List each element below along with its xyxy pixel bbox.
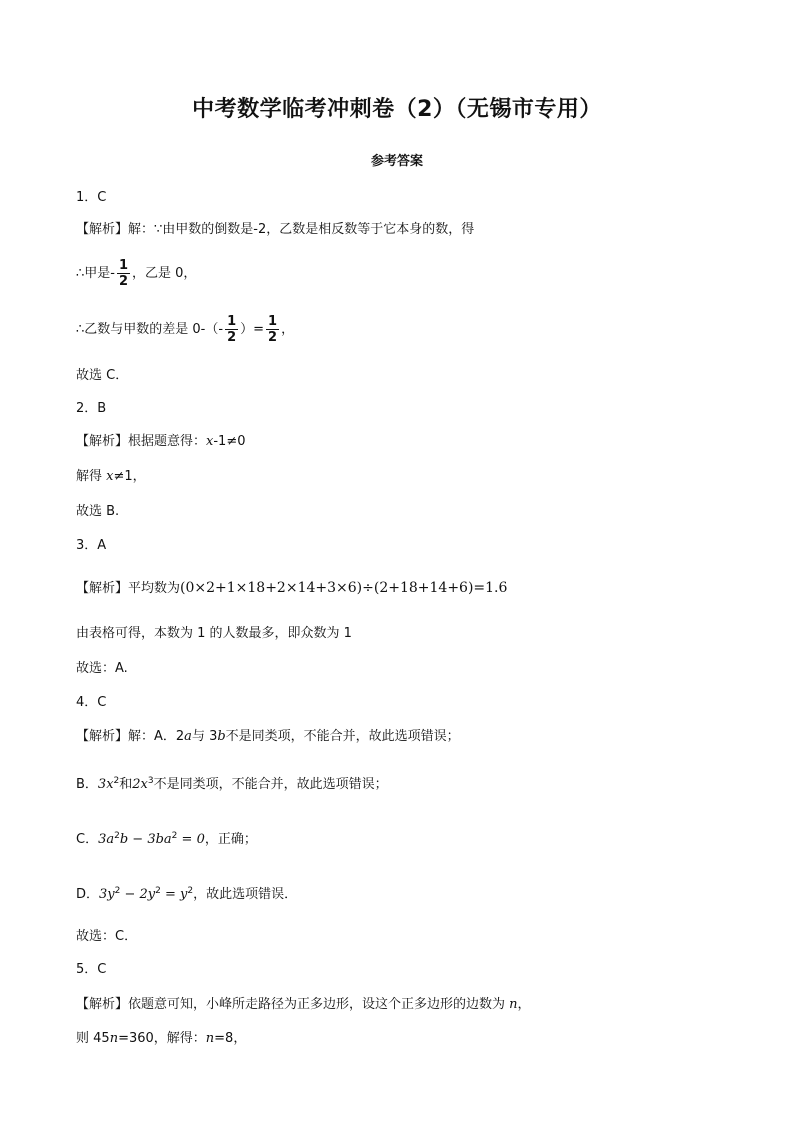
fraction-half: $\frac{1}{2}$	[268, 314, 278, 345]
q3-conclusion: 故选：A.	[76, 661, 128, 676]
q2-conclusion: 故选 B.	[76, 504, 120, 519]
q5-answer: 5．C	[76, 962, 107, 977]
mean-formula: (0×2+1×18+2×14+3×6)÷(2+18+14+6)=1.6	[180, 580, 508, 596]
answer-key-heading: 参考答案	[370, 154, 423, 169]
q4-option-b: B．$3x^2$和$2x^3$不是同类项，不能合并，故此选项错误；	[76, 776, 388, 792]
q2-explanation-line2: 解得 x≠1，	[76, 469, 146, 484]
q1-conclusion: 故选 C．	[76, 368, 129, 383]
q1-explanation-line3: ∴乙数与甲数的差是 0-（- $\frac{1}{2}$ ）= $\frac{1}{2}$ ，	[76, 314, 295, 345]
q5-explanation-line2: 则 45n=360，解得：n=8，	[76, 1031, 247, 1046]
q2-answer: 2．B	[76, 401, 107, 416]
q1-explanation-line2: ∴甲是- $\frac{1}{2}$ ，乙是 0，	[76, 258, 197, 289]
q4-conclusion: 故选：C．	[76, 929, 138, 944]
fraction-half: $\frac{1}{2}$	[118, 258, 129, 289]
q1-answer: 1．C	[76, 190, 107, 205]
q1-explanation-line1: 【解析】解：∵由甲数的倒数是-2，乙数是相反数等于它本身的数，得	[76, 222, 475, 237]
q4-option-c: C．$3a^2b - 3ba^2 = 0$，正确；	[76, 831, 257, 847]
q3-explanation-line1: 【解析】平均数为(0×2+1×18+2×14+3×6)÷(2+18+14+6)=1.6	[76, 580, 508, 596]
q4-answer: 4．C	[76, 695, 107, 710]
q2-explanation-line1: 【解析】根据题意得：x-1≠0	[76, 434, 246, 449]
q3-answer: 3．A	[76, 538, 107, 553]
fraction-half: $\frac{1}{2}$	[227, 314, 237, 345]
page-title: 中考数学临考冲刺卷（2）（无锡市专用）	[192, 97, 602, 122]
q5-explanation-line1: 【解析】依题意可知，小峰所走路径为正多边形，设这个正多边形的边数为 n，	[76, 997, 531, 1012]
q4-option-a: 【解析】解：A．2a与 3b不是同类项，不能合并，故此选项错误；	[76, 729, 460, 744]
q3-explanation-line2: 由表格可得，本数为 1 的人数最多，即众数为 1	[76, 626, 352, 641]
q4-option-d: D．$3y^2 - 2y^2 = y^2$，故此选项错误．	[76, 886, 298, 902]
